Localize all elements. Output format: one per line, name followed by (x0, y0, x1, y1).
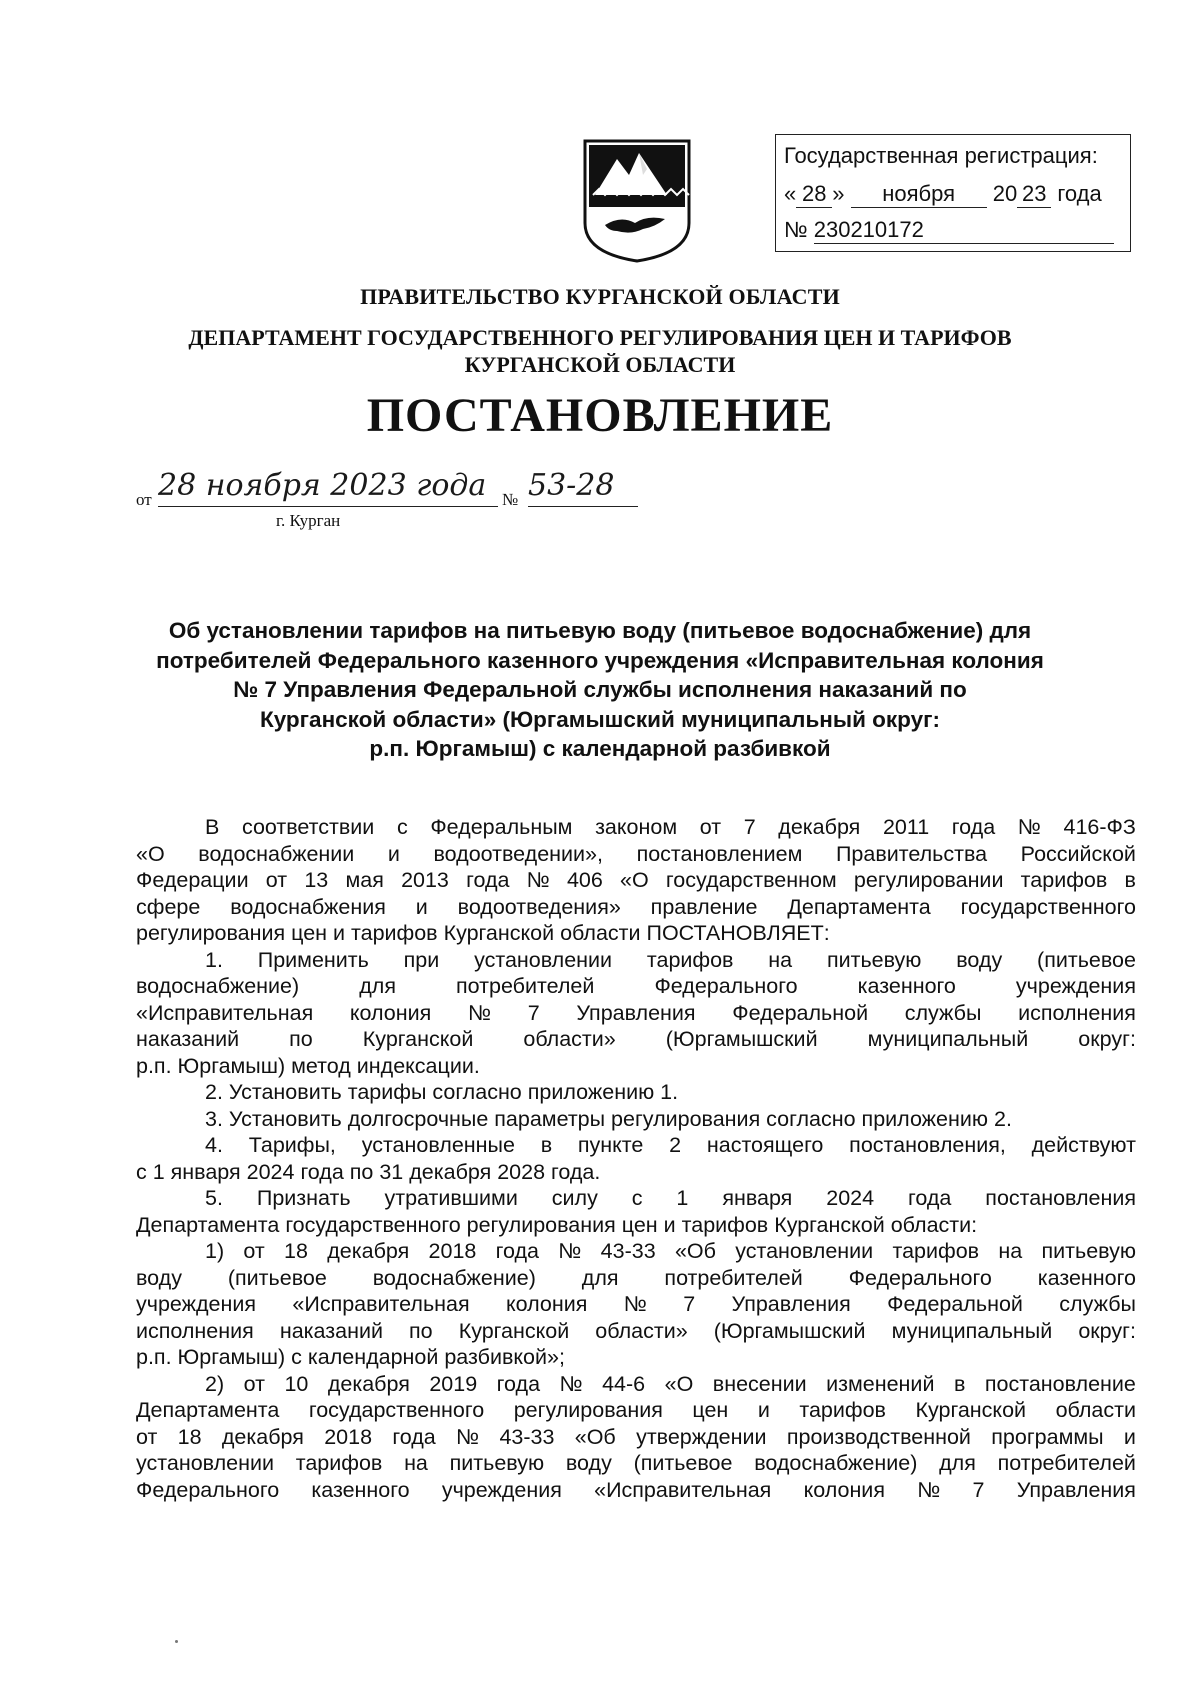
registration-date: « 28 » ноября 20 23 года (784, 181, 1102, 208)
decree-details (136, 466, 656, 536)
body-line: учреждения «Исправительная колония № 7 Управления Федеральной службы (136, 1292, 1136, 1316)
registration-title: Государственная регистрация: (784, 143, 1098, 168)
body-line: 1) от 18 декабря 2018 года № 43-33 «Об установлении тарифов на питьевую (205, 1239, 1136, 1263)
body-line: регулирования цен и тарифов Курганской области ПОСТАНОВЛЯЕТ: (136, 921, 830, 945)
registration-month: ноября (851, 181, 987, 208)
heading-line: № 7 Управления Федеральной службы исполнения наказаний по (233, 677, 967, 702)
body-line: 5. Признать утратившими силу с 1 января 2024 года постановления (205, 1186, 1136, 1210)
body-line: «Исправительная колония № 7 Управления Федеральной службы исполнения (136, 1000, 1136, 1025)
body-line: исполнения наказаний по Курганской области» (Юргамышский муниципальный округ: (136, 1318, 1136, 1343)
body-line: 4. Тарифы, установленные в пункте 2 настоящего постановления, действуют (205, 1133, 1136, 1157)
body-line: 2. Установить тарифы согласно приложению 1. (205, 1080, 679, 1104)
heading-line: Курганской области» (Юргамышский муниципальный округ: (259, 706, 940, 732)
document-type: ПОСТАНОВЛЕНИЕ (366, 389, 834, 442)
department-title-line2: КУРГАНСКОЙ ОБЛАСТИ (464, 352, 736, 377)
body-line: водоснабжение) для потребителей Федерального казенного учреждения (136, 974, 1136, 998)
government-title: ПРАВИТЕЛЬСТВО КУРГАНСКОЙ ОБЛАСТИ (360, 284, 840, 309)
registration-number: 230210172 (814, 217, 1114, 244)
body-line: сфере водоснабжения и водоотведения» правление Департамента государственного (136, 894, 1136, 919)
scan-speck (175, 1640, 178, 1643)
decree-from-label: от (136, 490, 152, 509)
registration-day: 28 (796, 181, 832, 208)
coat-of-arms-icon (577, 135, 697, 265)
heading-line: потребителей Федерального казенного учреждения «Исправительная колония (156, 647, 1044, 673)
body-line: установлении тарифов на питьевую воду (питьевое водоснабжение) для потребителей (136, 1451, 1136, 1475)
registration-year-word: года (1057, 181, 1102, 206)
registration-stamp (775, 134, 1131, 252)
document-heading (140, 616, 1060, 764)
decree-date: 28 ноября 2023 года (158, 468, 498, 507)
heading-line: Об установлении тарифов на питьевую воду (питьевое водоснабжение) для (168, 618, 1032, 643)
body-line: с 1 января 2024 года по 31 декабря 2028 года. (136, 1159, 601, 1184)
registration-number-line (784, 217, 1114, 244)
body-line: воду (питьевое водоснабжение) для потребителей Федерального казенного (136, 1265, 1136, 1290)
decree-city: г. Курган (276, 511, 341, 530)
body-line: Федерального казенного учреждения «Исправительная колония № 7 Управления (136, 1477, 1136, 1502)
body-line: от 18 декабря 2018 года № 43-33 «Об утверждении производственной программы и (136, 1424, 1136, 1449)
registration-number-label: № (784, 217, 808, 242)
decree-number: 53-28 (528, 468, 638, 507)
registration-year-suffix: 23 (1017, 181, 1051, 208)
body-line: наказаний по Курганской области» (Юргамышский муниципальный округ: (136, 1027, 1136, 1051)
body-line: Департамента государственного регулирования цен и тарифов Курганской области: (136, 1212, 978, 1237)
body-line: В соответствии с Федеральным законом от 7 декабря 2011 года № 416-ФЗ (205, 815, 1136, 839)
document-body (136, 814, 1136, 1503)
body-line: р.п. Юргамыш) метод индексации. (136, 1053, 480, 1078)
body-line: 1. Применить при установлении тарифов на питьевую воду (питьевое (205, 947, 1136, 972)
body-line: Департамента государственного регулирования цен и тарифов Курганской области (136, 1398, 1136, 1422)
department-title-line1: ДЕПАРТАМЕНТ ГОСУДАРСТВЕННОГО РЕГУЛИРОВАНИЯ ЦЕН И ТАРИФОВ (188, 325, 1012, 350)
body-line: «О водоснабжении и водоотведении», постановлением Правительства Российской (136, 841, 1136, 866)
heading-line: р.п. Юргамыш) с календарной разбивкой (369, 736, 831, 761)
body-line: 2) от 10 декабря 2019 года № 44-6 «О внесении изменений в постановление (205, 1371, 1136, 1396)
decree-number-label: № (502, 490, 519, 509)
registration-year-prefix: 20 (992, 181, 1018, 206)
body-line: 3. Установить долгосрочные параметры регулирования согласно приложению 2. (205, 1106, 1012, 1131)
body-line: р.п. Юргамыш) с календарной разбивкой»; (136, 1345, 565, 1369)
body-line: Федерации от 13 мая 2013 года № 406 «О государственном регулировании тарифов в (136, 868, 1136, 892)
